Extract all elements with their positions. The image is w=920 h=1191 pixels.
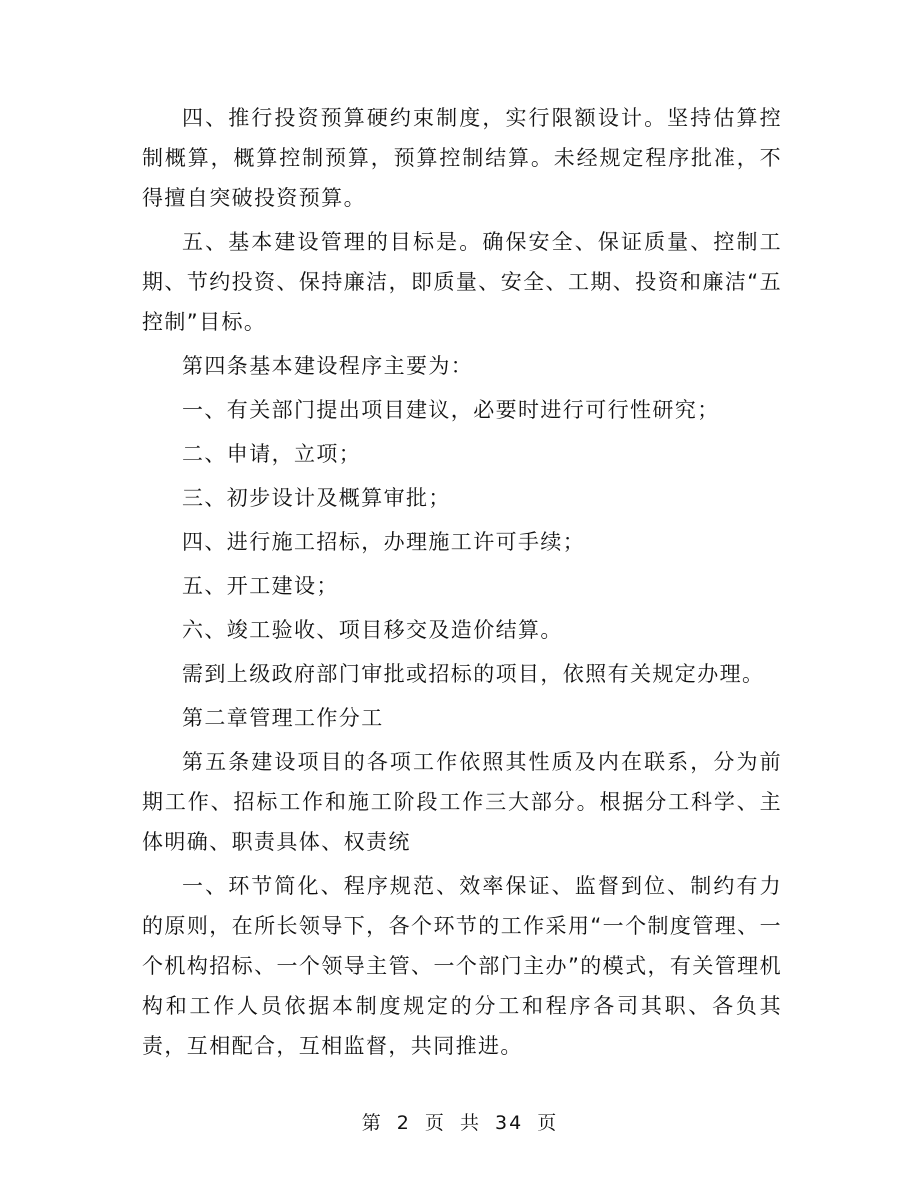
paragraph-procedure-step-2: 二、申请，立项； bbox=[182, 442, 362, 466]
paragraph-article-four-heading: 第四条基本建设程序主要为： bbox=[182, 354, 474, 378]
paragraph-chapter-two-heading: 第二章管理工作分工 bbox=[182, 706, 384, 730]
paragraph-budget-constraint: 四、推行投资预算硬约束制度，实行限额设计。坚持估算控制概算，概算控制预算，预算控制结算。未经规定程序批准，不得擅自突破投资预算。 bbox=[142, 106, 782, 210]
footer-total-pages: 34 bbox=[495, 1112, 524, 1134]
footer-current-page: 2 bbox=[396, 1112, 411, 1134]
paragraph-procedure-step-3: 三、初步设计及概算审批； bbox=[182, 486, 451, 510]
paragraph-procedure-step-4: 四、进行施工招标，办理施工许可手续； bbox=[182, 530, 586, 554]
paragraph-management-goals: 五、基本建设管理的目标是。确保安全、保证质量、控制工期、节约投资、保持廉洁，即质量、安全、工期、投资和廉洁“五控制”目标。 bbox=[142, 230, 782, 334]
paragraph-procedure-step-6: 六、竣工验收、项目移交及造价结算。 bbox=[182, 618, 563, 642]
footer-label-total: 共 bbox=[459, 1112, 481, 1134]
footer-label-total-unit: 页 bbox=[537, 1112, 559, 1134]
page-footer bbox=[0, 1108, 920, 1135]
document-body bbox=[142, 98, 782, 1070]
footer-label-page-unit: 页 bbox=[424, 1112, 446, 1134]
paragraph-approval-note: 需到上级政府部门审批或招标的项目，依照有关规定办理。 bbox=[182, 662, 765, 686]
footer-label-page: 第 bbox=[361, 1112, 383, 1134]
paragraph-procedure-step-1: 一、有关部门提出项目建议，必要时进行可行性研究； bbox=[182, 398, 720, 422]
paragraph-article-five: 第五条建设项目的各项工作依照其性质及内在联系，分为前期工作、招标工作和施工阶段工作三大部分。根据分工科学、主体明确、职责具体、权责统 bbox=[142, 750, 782, 854]
paragraph-procedure-step-5: 五、开工建设； bbox=[182, 574, 339, 598]
paragraph-principles: 一、环节简化、程序规范、效率保证、监督到位、制约有力的原则，在所长领导下，各个环节的工作采用“一个制度管理、一个机构招标、一个领导主管、一个部门主办”的模式，有关管理机构和工作人员依据本制度规定的分工和程序各司其职、各负其责，互相配合，互相监督，共同推进。 bbox=[142, 874, 782, 1058]
